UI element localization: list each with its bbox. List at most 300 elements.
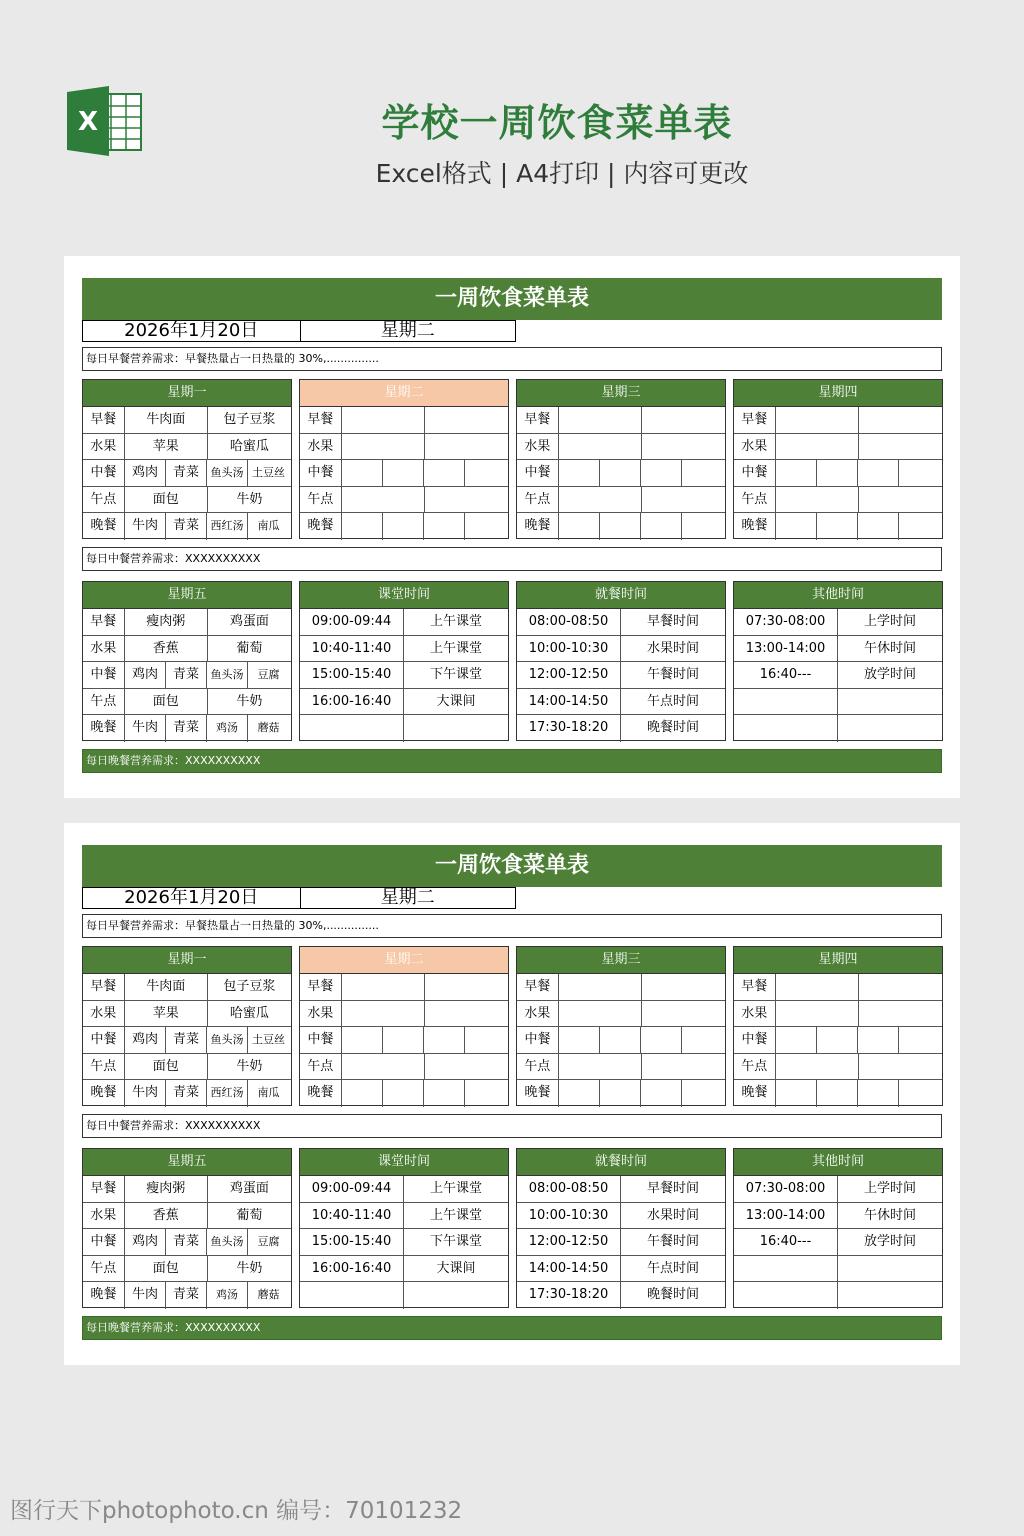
table-cell[interactable] [642, 974, 725, 1000]
table-cell[interactable]: 青菜 [166, 662, 207, 688]
row-label[interactable]: 晚餐 [83, 1282, 125, 1309]
table-cell[interactable]: 牛肉 [125, 513, 166, 540]
row-label[interactable]: 早餐 [734, 407, 776, 433]
day-tue-header: 星期二 [300, 380, 508, 407]
table-cell[interactable] [425, 434, 508, 460]
table-cell[interactable]: 晚餐时间 [646, 720, 699, 736]
date-cell[interactable]: 2026年1月20日 [83, 321, 301, 341]
table-cell[interactable] [838, 689, 942, 715]
table-cell[interactable] [342, 974, 425, 1000]
table-cell[interactable] [817, 460, 858, 486]
row-label[interactable]: 午点 [300, 487, 342, 513]
sheet-title: 一周饮食菜单表 [82, 845, 942, 887]
table-cell[interactable] [858, 1080, 899, 1107]
table-row [517, 1001, 725, 1028]
table-cell[interactable] [342, 513, 383, 540]
day-fri-table [82, 581, 292, 741]
table-cell[interactable]: 鸡蛋面 [229, 614, 269, 629]
table-cell[interactable]: 西红汤 [207, 513, 248, 540]
row-label[interactable]: 早餐 [83, 407, 125, 433]
table-cell[interactable] [465, 460, 506, 486]
table-cell[interactable] [425, 1001, 508, 1027]
row-label[interactable]: 晚餐 [83, 715, 125, 742]
table-row [517, 407, 725, 434]
table-cell[interactable]: 16:40--- [734, 1229, 838, 1255]
table-cell[interactable] [600, 460, 641, 486]
table-cell[interactable]: 上午课堂 [429, 1181, 482, 1196]
row-label[interactable]: 早餐 [300, 407, 342, 433]
row-label[interactable]: 早餐 [734, 974, 776, 1000]
table-row [83, 1054, 291, 1081]
row-label[interactable]: 中餐 [83, 1027, 125, 1053]
table-cell[interactable] [559, 1027, 600, 1053]
table-cell[interactable]: 包子豆浆 [223, 412, 276, 427]
row-label[interactable]: 中餐 [734, 460, 776, 486]
table-cell[interactable]: 青菜 [166, 1229, 207, 1255]
table-cell[interactable]: 牛奶 [236, 491, 263, 507]
table-row [83, 689, 291, 716]
table-cell[interactable] [817, 1080, 858, 1107]
table-cell[interactable]: 上午课堂 [429, 640, 482, 656]
table-cell[interactable]: 哈蜜瓜 [229, 438, 269, 454]
table-row [300, 715, 508, 742]
table-cell[interactable] [776, 974, 859, 1000]
table-cell[interactable] [899, 1080, 940, 1107]
table-cell[interactable] [559, 1001, 642, 1027]
table-cell[interactable] [559, 487, 642, 513]
table-cell[interactable] [641, 1080, 682, 1107]
row-label[interactable]: 午点 [517, 487, 559, 513]
table-cell[interactable]: 上学时间 [863, 614, 916, 629]
table-cell[interactable] [859, 974, 942, 1000]
table-cell[interactable] [342, 487, 425, 513]
row-label[interactable]: 午点 [734, 487, 776, 513]
table-cell[interactable]: 放学时间 [863, 667, 916, 683]
table-cell[interactable]: 鸡汤 [207, 1282, 248, 1309]
table-cell[interactable] [682, 513, 723, 540]
table-cell[interactable] [342, 1001, 425, 1027]
table-cell[interactable] [859, 407, 942, 433]
table-cell[interactable] [342, 1027, 383, 1053]
table-row [734, 974, 942, 1001]
class-time-table [299, 1148, 509, 1308]
table-cell[interactable]: 17:30-18:20 [517, 715, 621, 742]
table-cell[interactable]: 午休时间 [863, 1207, 916, 1223]
table-cell[interactable] [600, 1027, 641, 1053]
table-cell[interactable]: 10:40-11:40 [300, 636, 404, 662]
table-cell[interactable] [465, 513, 506, 540]
row-label[interactable]: 水果 [300, 434, 342, 460]
table-row [83, 1176, 291, 1203]
table-cell[interactable] [858, 513, 899, 540]
table-cell[interactable]: 青菜 [166, 1027, 207, 1053]
day-thu-header: 星期四 [734, 947, 942, 974]
row-label[interactable]: 中餐 [300, 1027, 342, 1053]
table-row [300, 636, 508, 663]
table-cell[interactable] [465, 1080, 506, 1107]
table-cell[interactable] [682, 1027, 723, 1053]
row-label[interactable]: 晚餐 [517, 1080, 559, 1107]
table-row [734, 1229, 942, 1256]
table-cell[interactable] [425, 487, 508, 513]
table-row [300, 487, 508, 514]
table-cell[interactable] [776, 1054, 859, 1080]
table-row [734, 1080, 942, 1107]
table-cell[interactable]: 鸡肉 [125, 460, 166, 486]
row-label[interactable]: 午点 [83, 1256, 125, 1282]
table-cell[interactable] [424, 460, 465, 486]
table-cell[interactable] [425, 407, 508, 433]
table-cell[interactable]: 鸡肉 [125, 1027, 166, 1053]
table-row [734, 609, 942, 636]
table-cell[interactable]: 牛肉 [125, 1080, 166, 1107]
table-cell[interactable] [858, 1027, 899, 1053]
table-cell[interactable]: 午点时间 [646, 693, 699, 709]
table-row [734, 636, 942, 663]
table-cell[interactable] [465, 1027, 506, 1053]
table-cell[interactable] [734, 689, 838, 715]
table-cell[interactable] [641, 460, 682, 486]
table-cell[interactable] [559, 434, 642, 460]
row-label[interactable]: 晚餐 [517, 513, 559, 540]
table-cell[interactable] [859, 1054, 942, 1080]
table-cell[interactable]: 水果时间 [646, 1207, 699, 1223]
table-cell[interactable] [600, 1080, 641, 1107]
row-label[interactable]: 中餐 [83, 460, 125, 486]
table-cell[interactable]: 葡萄 [236, 1207, 263, 1223]
row-label[interactable]: 早餐 [83, 974, 125, 1000]
table-cell[interactable]: 鱼头汤 [207, 460, 248, 486]
table-cell[interactable] [859, 1001, 942, 1027]
table-cell[interactable] [342, 1080, 383, 1107]
table-cell[interactable] [642, 487, 725, 513]
table-cell[interactable]: 鸡蛋面 [229, 1181, 269, 1196]
date-row [82, 320, 516, 342]
table-cell[interactable]: 包子豆浆 [223, 979, 276, 994]
table-row [734, 434, 942, 461]
table-cell[interactable]: 瘦肉粥 [125, 609, 208, 635]
table-cell[interactable]: 面包 [125, 689, 208, 715]
table-cell[interactable] [682, 1080, 723, 1107]
table-cell[interactable] [559, 460, 600, 486]
weekday-cell[interactable]: 星期二 [380, 320, 435, 341]
row-label[interactable]: 晚餐 [734, 513, 776, 540]
table-cell[interactable] [641, 513, 682, 540]
table-cell[interactable] [838, 1282, 942, 1309]
table-cell[interactable] [776, 1027, 817, 1053]
row-label[interactable]: 午点 [83, 689, 125, 715]
table-cell[interactable]: 青菜 [166, 1282, 207, 1309]
table-row [83, 1203, 291, 1230]
table-cell[interactable]: 16:40--- [734, 662, 838, 688]
table-cell[interactable]: 哈蜜瓜 [229, 1005, 269, 1021]
table-cell[interactable]: 15:00-15:40 [300, 1229, 404, 1255]
row-label[interactable]: 水果 [734, 434, 776, 460]
table-cell[interactable]: 14:00-14:50 [517, 1256, 621, 1282]
table-cell[interactable] [424, 1027, 465, 1053]
lunch-note[interactable]: 每日中餐营养需求：XXXXXXXXXX [82, 1114, 942, 1138]
meal-time-table [516, 581, 726, 741]
table-cell[interactable] [383, 1027, 424, 1053]
row-label[interactable]: 水果 [83, 636, 125, 662]
table-cell[interactable]: 牛奶 [236, 1260, 263, 1276]
table-cell[interactable]: 牛肉 [125, 1282, 166, 1309]
table-cell[interactable] [859, 434, 942, 460]
table-cell[interactable]: 蘑菇 [257, 721, 280, 735]
table-cell[interactable]: 10:00-10:30 [517, 1203, 621, 1229]
table-cell[interactable]: 07:30-08:00 [734, 1176, 838, 1202]
table-cell[interactable]: 10:00-10:30 [517, 636, 621, 662]
row-label[interactable]: 水果 [83, 1203, 125, 1229]
table-cell[interactable] [300, 1282, 404, 1309]
table-cell[interactable]: 放学时间 [863, 1234, 916, 1250]
table-cell[interactable]: 早餐时间 [646, 614, 699, 629]
row-label[interactable]: 午点 [83, 487, 125, 513]
table-cell[interactable] [383, 1080, 424, 1107]
table-cell[interactable]: 16:00-16:40 [300, 1256, 404, 1282]
table-row [734, 715, 942, 742]
table-cell[interactable] [838, 1256, 942, 1282]
row-label[interactable]: 早餐 [517, 407, 559, 433]
table-cell[interactable] [559, 407, 642, 433]
day-fri-header: 星期五 [83, 1149, 291, 1176]
table-cell[interactable] [559, 974, 642, 1000]
table-cell[interactable]: 07:30-08:00 [734, 609, 838, 635]
table-cell[interactable] [642, 1001, 725, 1027]
table-cell[interactable]: 豆腐 [257, 668, 280, 682]
table-cell[interactable] [342, 1054, 425, 1080]
table-cell[interactable]: 蘑菇 [257, 1288, 280, 1302]
table-cell[interactable]: 下午课堂 [429, 667, 482, 683]
table-cell[interactable]: 鱼头汤 [207, 662, 248, 688]
breakfast-note[interactable]: 每日早餐营养需求：早餐热量占一日热量的 30%,............... [82, 347, 942, 371]
table-row [734, 689, 942, 716]
table-cell[interactable] [776, 513, 817, 540]
table-cell[interactable] [776, 487, 859, 513]
table-cell[interactable]: 香蕉 [125, 636, 208, 662]
table-cell[interactable] [425, 1054, 508, 1080]
row-label[interactable]: 午点 [517, 1054, 559, 1080]
table-cell[interactable] [383, 513, 424, 540]
table-row [300, 1229, 508, 1256]
table-cell[interactable] [817, 1027, 858, 1053]
table-cell[interactable]: 下午课堂 [429, 1234, 482, 1250]
table-cell[interactable]: 土豆丝 [252, 1033, 285, 1047]
table-row [517, 1080, 725, 1107]
table-cell[interactable] [682, 460, 723, 486]
table-cell[interactable]: 午餐时间 [646, 667, 699, 683]
table-row [300, 1054, 508, 1081]
table-cell[interactable] [899, 513, 940, 540]
table-cell[interactable] [838, 715, 942, 742]
table-cell[interactable]: 鸡肉 [125, 662, 166, 688]
row-label[interactable]: 水果 [300, 1001, 342, 1027]
table-cell[interactable]: 上午课堂 [429, 614, 482, 629]
table-cell[interactable]: 13:00-14:00 [734, 1203, 838, 1229]
table-cell[interactable] [776, 460, 817, 486]
table-cell[interactable]: 12:00-12:50 [517, 662, 621, 688]
table-cell[interactable]: 鱼头汤 [207, 1027, 248, 1053]
row-label[interactable]: 早餐 [83, 609, 125, 635]
table-cell[interactable]: 10:40-11:40 [300, 1203, 404, 1229]
table-cell[interactable]: 上学时间 [863, 1181, 916, 1196]
row-label[interactable]: 晚餐 [83, 1080, 125, 1107]
table-cell[interactable]: 青菜 [166, 460, 207, 486]
table-cell[interactable]: 鸡汤 [207, 715, 248, 742]
table-cell[interactable] [734, 1282, 838, 1309]
table-cell[interactable] [858, 460, 899, 486]
table-cell[interactable]: 09:00-09:44 [300, 1176, 404, 1202]
table-row [300, 1176, 508, 1203]
row-label[interactable]: 中餐 [734, 1027, 776, 1053]
row-label[interactable]: 中餐 [517, 1027, 559, 1053]
row-label[interactable]: 中餐 [300, 460, 342, 486]
table-cell[interactable]: 苹果 [125, 434, 208, 460]
date-cell[interactable]: 2026年1月20日 [83, 888, 301, 908]
table-cell[interactable] [817, 513, 858, 540]
table-cell[interactable]: 08:00-08:50 [517, 1176, 621, 1202]
meal-time-header: 就餐时间 [517, 1149, 725, 1176]
table-cell[interactable]: 面包 [125, 1256, 208, 1282]
table-cell[interactable] [342, 407, 425, 433]
row-label[interactable]: 早餐 [300, 974, 342, 1000]
table-cell[interactable]: 牛肉 [125, 715, 166, 742]
table-cell[interactable]: 午休时间 [863, 640, 916, 656]
table-cell[interactable]: 青菜 [166, 715, 207, 742]
table-cell[interactable]: 西红汤 [207, 1080, 248, 1107]
table-cell[interactable]: 午餐时间 [646, 1234, 699, 1250]
table-cell[interactable] [404, 715, 508, 742]
table-cell[interactable]: 12:00-12:50 [517, 1229, 621, 1255]
row-label[interactable]: 水果 [83, 434, 125, 460]
table-cell[interactable]: 09:00-09:44 [300, 609, 404, 635]
day-mon-table [82, 946, 292, 1106]
table-cell[interactable]: 午点时间 [646, 1260, 699, 1276]
table-cell[interactable] [424, 513, 465, 540]
table-cell[interactable]: 水果时间 [646, 640, 699, 656]
table-cell[interactable]: 大课间 [436, 1260, 476, 1276]
table-cell[interactable]: 牛肉面 [125, 407, 208, 433]
table-row [517, 662, 725, 689]
table-cell[interactable]: 香蕉 [125, 1203, 208, 1229]
table-cell[interactable]: 13:00-14:00 [734, 636, 838, 662]
table-cell[interactable] [600, 513, 641, 540]
table-cell[interactable] [342, 434, 425, 460]
table-cell[interactable]: 大课间 [436, 693, 476, 709]
row-label[interactable]: 早餐 [517, 974, 559, 1000]
table-cell[interactable] [859, 487, 942, 513]
table-cell[interactable]: 14:00-14:50 [517, 689, 621, 715]
table-cell[interactable] [776, 1080, 817, 1107]
table-cell[interactable]: 青菜 [166, 1080, 207, 1107]
table-cell[interactable] [776, 434, 859, 460]
row-label[interactable]: 中餐 [83, 662, 125, 688]
table-cell[interactable] [642, 434, 725, 460]
table-cell[interactable]: 苹果 [125, 1001, 208, 1027]
row-label[interactable]: 水果 [734, 1001, 776, 1027]
date-row [82, 887, 516, 909]
dinner-note[interactable]: 每日晚餐营养需求：XXXXXXXXXX [82, 1316, 942, 1340]
table-cell[interactable] [734, 715, 838, 742]
table-cell[interactable]: 葡萄 [236, 640, 263, 656]
row-label[interactable]: 水果 [83, 1001, 125, 1027]
table-cell[interactable]: 15:00-15:40 [300, 662, 404, 688]
table-cell[interactable]: 面包 [125, 1054, 208, 1080]
row-label[interactable]: 晚餐 [734, 1080, 776, 1107]
table-cell[interactable]: 08:00-08:50 [517, 609, 621, 635]
table-cell[interactable] [383, 460, 424, 486]
table-cell[interactable]: 鱼头汤 [207, 1229, 248, 1255]
table-cell[interactable] [404, 1282, 508, 1309]
table-cell[interactable]: 面包 [125, 487, 208, 513]
meal-time-header: 就餐时间 [517, 582, 725, 609]
row-label[interactable]: 早餐 [83, 1176, 125, 1202]
table-cell[interactable] [734, 1256, 838, 1282]
table-row [83, 974, 291, 1001]
row-label[interactable]: 晚餐 [83, 513, 125, 540]
row-label[interactable]: 午点 [300, 1054, 342, 1080]
table-cell[interactable]: 青菜 [166, 513, 207, 540]
table-cell[interactable]: 17:30-18:20 [517, 1282, 621, 1309]
table-cell[interactable]: 上午课堂 [429, 1207, 482, 1223]
row-label[interactable]: 中餐 [517, 460, 559, 486]
table-cell[interactable] [559, 1054, 642, 1080]
other-time-header: 其他时间 [734, 582, 942, 609]
table-cell[interactable]: 牛奶 [236, 1058, 263, 1074]
table-cell[interactable]: 晚餐时间 [646, 1287, 699, 1303]
table-cell[interactable]: 瘦肉粥 [125, 1176, 208, 1202]
row-label[interactable]: 中餐 [83, 1229, 125, 1255]
table-cell[interactable] [642, 1054, 725, 1080]
table-cell[interactable]: 鸡肉 [125, 1229, 166, 1255]
table-cell[interactable] [642, 407, 725, 433]
table-cell[interactable] [425, 974, 508, 1000]
row-label[interactable]: 水果 [517, 1001, 559, 1027]
table-cell[interactable] [776, 1001, 859, 1027]
table-cell[interactable]: 南瓜 [257, 519, 280, 533]
table-cell[interactable] [776, 407, 859, 433]
table-cell[interactable]: 豆腐 [257, 1235, 280, 1249]
table-cell[interactable]: 早餐时间 [646, 1181, 699, 1196]
weekday-cell[interactable]: 星期二 [380, 887, 435, 908]
dinner-note[interactable]: 每日晚餐营养需求：XXXXXXXXXX [82, 749, 942, 773]
row-label[interactable]: 水果 [517, 434, 559, 460]
table-cell[interactable]: 南瓜 [257, 1086, 280, 1100]
table-cell[interactable] [559, 513, 600, 540]
table-row [734, 1282, 942, 1309]
table-cell[interactable] [641, 1027, 682, 1053]
table-row [83, 1229, 291, 1256]
table-cell[interactable] [899, 460, 940, 486]
row-label[interactable]: 晚餐 [300, 513, 342, 540]
table-row [734, 1203, 942, 1230]
table-cell[interactable] [342, 460, 383, 486]
row-label[interactable]: 午点 [734, 1054, 776, 1080]
lunch-note[interactable]: 每日中餐营养需求：XXXXXXXXXX [82, 547, 942, 571]
table-cell[interactable]: 土豆丝 [252, 466, 285, 480]
table-cell[interactable]: 牛肉面 [125, 974, 208, 1000]
table-cell[interactable] [559, 1080, 600, 1107]
table-cell[interactable]: 16:00-16:40 [300, 689, 404, 715]
table-cell[interactable] [424, 1080, 465, 1107]
breakfast-note[interactable]: 每日早餐营养需求：早餐热量占一日热量的 30%,............... [82, 914, 942, 938]
row-label[interactable]: 午点 [83, 1054, 125, 1080]
table-row [517, 1256, 725, 1283]
row-label[interactable]: 晚餐 [300, 1080, 342, 1107]
table-cell[interactable] [899, 1027, 940, 1053]
table-cell[interactable]: 牛奶 [236, 693, 263, 709]
table-cell[interactable] [300, 715, 404, 742]
